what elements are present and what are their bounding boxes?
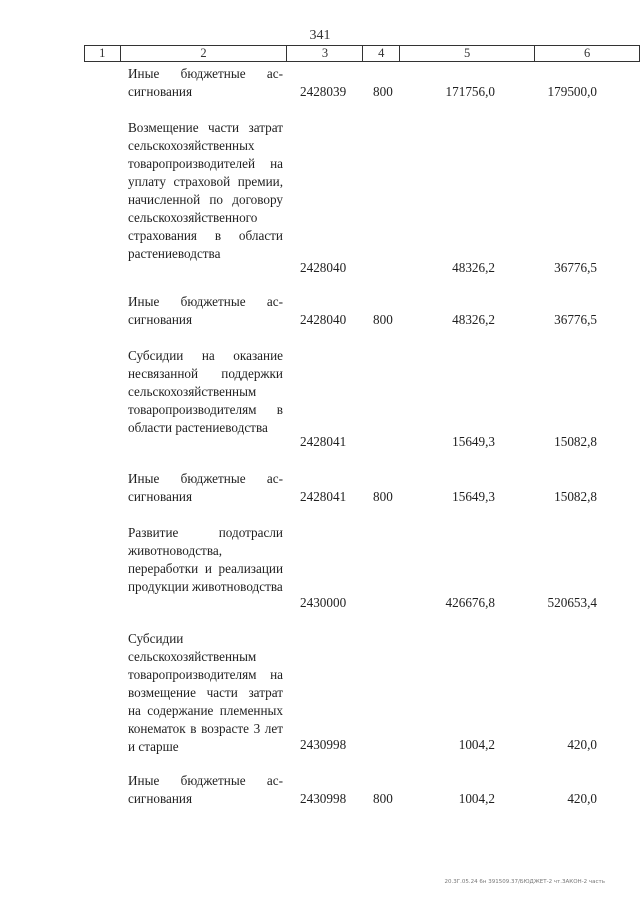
row-amount-2: 15082,8 bbox=[554, 434, 597, 449]
row-amount-1: 1004,2 bbox=[458, 791, 495, 806]
row-amount-2: 15082,8 bbox=[554, 489, 597, 504]
row-code: 2428040 bbox=[300, 260, 347, 275]
row-code: 2428041 bbox=[300, 489, 347, 504]
row-name: Развитие подотрасли животноводства, переработки и реализации продукции животноводства bbox=[128, 525, 283, 594]
row-code: 2428041 bbox=[300, 434, 347, 449]
row-amount-1: 1004,2 bbox=[458, 737, 495, 752]
row-type: 800 bbox=[373, 312, 393, 327]
row-name: Иные бюджетные ас-сигнования bbox=[128, 66, 283, 99]
row-code: 2428040 bbox=[300, 312, 347, 327]
row-code: 2430000 bbox=[300, 595, 347, 610]
row-amount-1: 426676,8 bbox=[445, 595, 495, 610]
row-amount-1: 48326,2 bbox=[452, 260, 495, 275]
row-type: 800 bbox=[373, 489, 393, 504]
row-code: 2430998 bbox=[300, 737, 347, 752]
row-amount-1: 15649,3 bbox=[452, 434, 495, 449]
column-header-2: 2 bbox=[120, 46, 287, 62]
row-name: Субсидии сельскохозяйственным товаропроизводителям на возмещение части затрат на содержание племенных конематок в возрасте 3 лет и старше bbox=[128, 631, 283, 754]
row-amount-2: 420,0 bbox=[567, 791, 597, 806]
column-header-row bbox=[84, 45, 640, 62]
column-header-6: 6 bbox=[535, 46, 640, 62]
row-name: Субсидии на оказание несвязанной поддержки сельскохозяйственным товаропроизводителям в области растениеводства bbox=[128, 348, 283, 435]
row-amount-2: 520653,4 bbox=[547, 595, 597, 610]
row-amount-2: 36776,5 bbox=[554, 260, 597, 275]
row-amount-2: 36776,5 bbox=[554, 312, 597, 327]
row-name: Иные бюджетные ас-сигнования bbox=[128, 294, 283, 327]
column-header-4: 4 bbox=[363, 46, 400, 62]
row-amount-2: 179500,0 bbox=[547, 84, 597, 99]
row-amount-1: 48326,2 bbox=[452, 312, 495, 327]
column-header-5: 5 bbox=[400, 46, 535, 62]
row-type: 800 bbox=[373, 84, 393, 99]
footer-document-code: 20.3Г.05.24 6н 391509.37/БЮДЖЕТ-2 чт.ЗАКОН-2 часть bbox=[444, 879, 605, 885]
row-name: Возмещение части затрат сельскохозяйственных товаропроизводителей на уплату страховой премии, начисленной по договору сельскохозяйственного страхования в области растениеводства bbox=[128, 120, 283, 261]
row-code: 2428039 bbox=[300, 84, 347, 99]
row-amount-1: 171756,0 bbox=[445, 84, 495, 99]
column-header-1: 1 bbox=[85, 46, 121, 62]
page-number: 341 bbox=[309, 28, 331, 43]
row-amount-1: 15649,3 bbox=[452, 489, 495, 504]
row-type: 800 bbox=[373, 791, 393, 806]
row-name: Иные бюджетные ас-сигнования bbox=[128, 471, 283, 504]
row-name: Иные бюджетные ас-сигнования bbox=[128, 773, 283, 806]
column-header-3: 3 bbox=[287, 46, 363, 62]
row-code: 2430998 bbox=[300, 791, 347, 806]
row-amount-2: 420,0 bbox=[567, 737, 597, 752]
